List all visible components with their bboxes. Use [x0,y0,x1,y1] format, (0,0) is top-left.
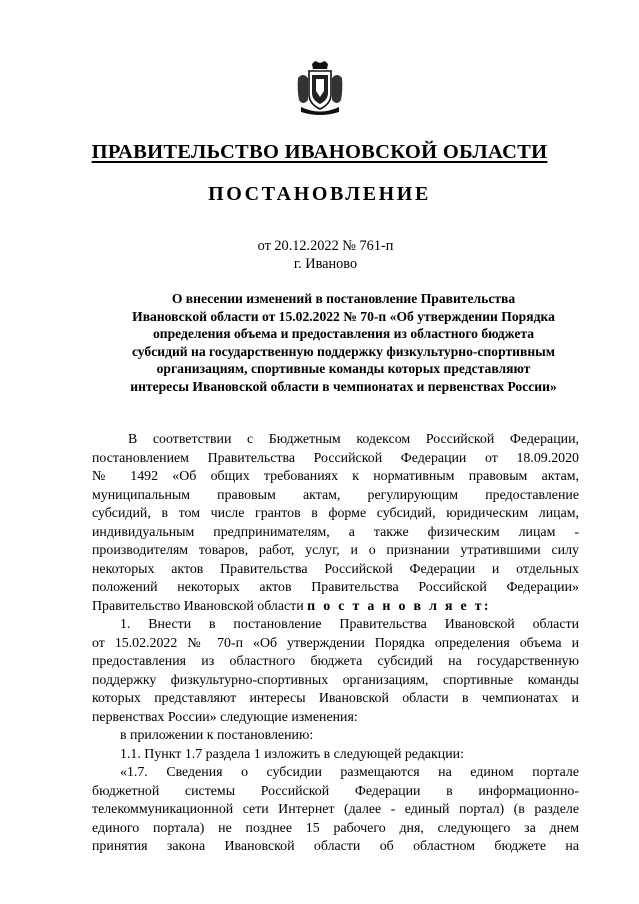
government-name: ПРАВИТЕЛЬСТВО ИВАНОВСКОЙ ОБЛАСТИ [91,141,548,163]
item1-line: предоставления из областного бюджета субсидий на государственную [92,654,579,669]
item1-line: поддержку физкультурно-спортивных организациям, спортивные команды [92,672,579,688]
item-1-1-line: 1.1. Пункт 1.7 раздела 1 изложить в следующей редакции: [120,746,464,762]
preamble-line: некоторых актов Правительства Российской Федерации и отдельных [92,561,579,577]
preamble-line: постановлением Правительства Российской Федерации от 18.09.2020 [92,450,579,466]
quote-line: телекоммуникационной сети Интернет (далее - единый портал) (в разделе [92,802,579,817]
title-line: интересы Ивановской области в чемпионатах и первенствах России» [130,378,557,394]
quote-line: бюджетной системы Российской Федерации в информационно- [92,783,579,799]
document-type: ПОСТАНОВЛЕНИЕ [208,183,431,205]
quote-line: единого портала) не позднее 15 рабочего дня, следующего за днем [92,820,579,836]
preamble-line: индивидуальным предпринимателям, а также физическим лицам - [92,524,579,540]
item1-line: от 15.02.2022 № 70-п «Об утверждении Порядка определения объема и [92,635,579,651]
item1-line: первенствах России» следующие изменения: [92,709,358,725]
title-line: организациям, спортивные команды которых представляют [156,361,531,376]
document-date-number: от 20.12.2022 № 761-п [257,238,394,254]
preamble-line: субсидий, в том числе грантов в форме субсидий, юридическим лицам, [92,506,579,521]
preamble-line: муниципальным правовым актам, регулирующим предоставление [92,487,579,503]
document-body [92,431,579,857]
decree-word: п о с т а н о в л я е т: [307,598,491,614]
preamble-line: производителям товаров, работ, услуг, и о признании утратившими силу [92,543,579,558]
preamble-line: В соответствии с Бюджетным кодексом Российской Федерации, [128,432,579,447]
title-line: субсидий на государственную поддержку физкультурно-спортивным [131,343,556,359]
preamble-line: № 1492 «Об общих требованиях к нормативным правовым актам, [92,469,579,484]
coat-of-arms-emblem [295,60,345,116]
title-line: определения объема и предоставления из областного бюджета [152,326,535,341]
document-city: г. Иваново [293,256,358,272]
quote-line: «1.7. Сведения о субсидии размещаются на едином портале [120,765,579,780]
title-line: О внесении изменений в постановление Правительства [171,291,516,306]
preamble-line: положений некоторых актов Правительства Российской Федерации» [92,580,579,595]
document-title [112,290,575,395]
preamble-decree-line [92,598,579,617]
preamble-tail: Правительство Ивановской области [92,598,304,614]
title-line: Ивановской области от 15.02.2022 № 70-п «Об утверждении Порядка [132,308,555,324]
quote-line: принятия закона Ивановской области об областном бюджете на [92,839,579,854]
item1-line: 1. Внести в постановление Правительства Ивановской области [120,617,579,632]
item1-line: которых представляют интересы Ивановской области в чемпионатах и [92,691,579,706]
appendix-line: в приложении к постановлению: [120,728,314,743]
